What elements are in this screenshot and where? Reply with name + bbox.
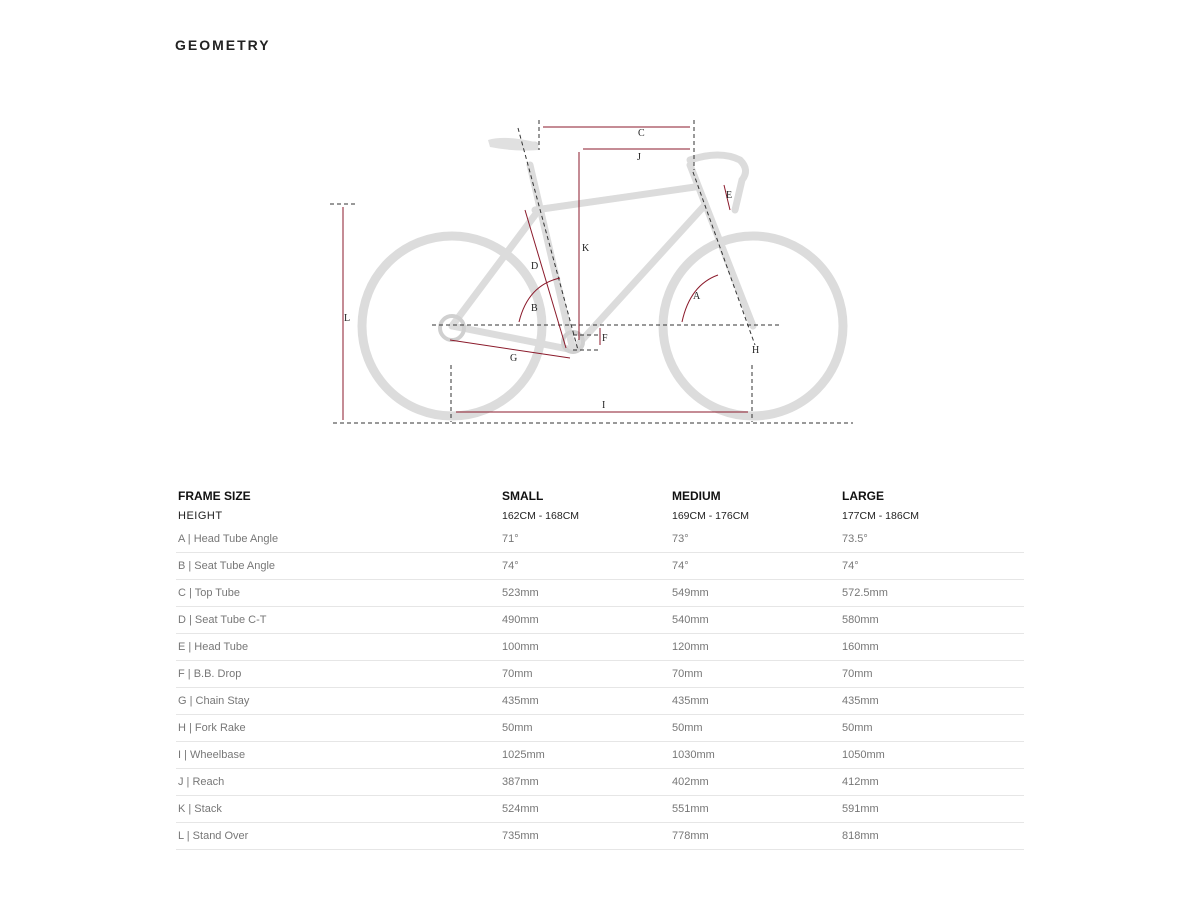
medium-value: 540mm (672, 607, 842, 634)
medium-value: 402mm (672, 769, 842, 796)
large-value: 591mm (842, 796, 1024, 823)
small-header: SMALL (502, 488, 544, 503)
medium-value: 73° (672, 526, 842, 553)
large-value: 70mm (842, 661, 1024, 688)
small-value: 490mm (500, 607, 672, 634)
large-value: 74° (842, 553, 1024, 580)
dim-label-f: F (602, 333, 608, 344)
small-value: 435mm (500, 688, 672, 715)
row-label: A | Head Tube Angle (176, 526, 500, 553)
medium-value: 435mm (672, 688, 842, 715)
page-title: GEOMETRY (175, 37, 271, 53)
medium-value: 74° (672, 553, 842, 580)
row-label: K | Stack (176, 796, 500, 823)
large-value: 160mm (842, 634, 1024, 661)
table-row (176, 769, 1024, 796)
dim-label-i: I (602, 400, 606, 411)
table-row (176, 553, 1024, 580)
height-large: 177CM - 186CM (842, 510, 920, 522)
large-value: 818mm (842, 823, 1024, 850)
small-value: 1025mm (500, 742, 672, 769)
dim-label-j: J (637, 152, 641, 163)
large-value: 580mm (842, 607, 1024, 634)
row-label: C | Top Tube (176, 580, 500, 607)
medium-value: 549mm (672, 580, 842, 607)
small-value: 735mm (500, 823, 672, 850)
dim-label-c: C (638, 128, 645, 139)
table-row (176, 715, 1024, 742)
row-label: E | Head Tube (176, 634, 500, 661)
small-value: 71° (500, 526, 672, 553)
small-value: 100mm (500, 634, 672, 661)
row-label: F | B.B. Drop (176, 661, 500, 688)
large-header: LARGE (842, 488, 884, 503)
table-row (176, 688, 1024, 715)
dim-label-d: D (531, 261, 539, 272)
dim-label-b: B (531, 303, 538, 314)
medium-value: 1030mm (672, 742, 842, 769)
saddle (488, 138, 540, 151)
height-small: 162CM - 168CM (502, 510, 580, 522)
dimension-lines (343, 127, 748, 420)
large-value: 50mm (842, 715, 1024, 742)
small-value: 70mm (500, 661, 672, 688)
height-label: HEIGHT (178, 510, 223, 522)
dim-label-h: H (752, 345, 760, 356)
medium-value: 70mm (672, 661, 842, 688)
small-value: 523mm (500, 580, 672, 607)
large-value: 412mm (842, 769, 1024, 796)
large-value: 73.5° (842, 526, 1024, 553)
large-value: 1050mm (842, 742, 1024, 769)
small-value: 524mm (500, 796, 672, 823)
row-label: H | Fork Rake (176, 715, 500, 742)
row-label: I | Wheelbase (176, 742, 500, 769)
table-row (176, 607, 1024, 634)
large-value: 435mm (842, 688, 1024, 715)
frame-size-header: FRAME SIZE (178, 488, 251, 503)
medium-value: 120mm (672, 634, 842, 661)
geometry-table (176, 485, 1024, 850)
dim-label-e: E (726, 190, 733, 201)
dim-label-k: K (582, 243, 590, 254)
table-row (176, 580, 1024, 607)
small-value: 387mm (500, 769, 672, 796)
table-row (176, 796, 1024, 823)
table-row (176, 526, 1024, 553)
table-header-row (176, 485, 1024, 506)
height-row (176, 506, 1024, 526)
small-value: 74° (500, 553, 672, 580)
medium-value: 778mm (672, 823, 842, 850)
dim-label-g: G (510, 353, 518, 364)
row-label: B | Seat Tube Angle (176, 553, 500, 580)
table-row (176, 661, 1024, 688)
table-row (176, 742, 1024, 769)
table-row (176, 634, 1024, 661)
medium-header: MEDIUM (672, 488, 721, 503)
large-value: 572.5mm (842, 580, 1024, 607)
medium-value: 551mm (672, 796, 842, 823)
row-label: D | Seat Tube C-T (176, 607, 500, 634)
dim-label-a: A (693, 291, 701, 302)
small-value: 50mm (500, 715, 672, 742)
dim-label-l: L (344, 313, 351, 324)
row-label: J | Reach (176, 769, 500, 796)
table-row (176, 823, 1024, 850)
medium-value: 50mm (672, 715, 842, 742)
height-medium: 169CM - 176CM (672, 510, 750, 522)
row-label: G | Chain Stay (176, 688, 500, 715)
guide-lines (330, 120, 853, 423)
row-label: L | Stand Over (176, 823, 500, 850)
